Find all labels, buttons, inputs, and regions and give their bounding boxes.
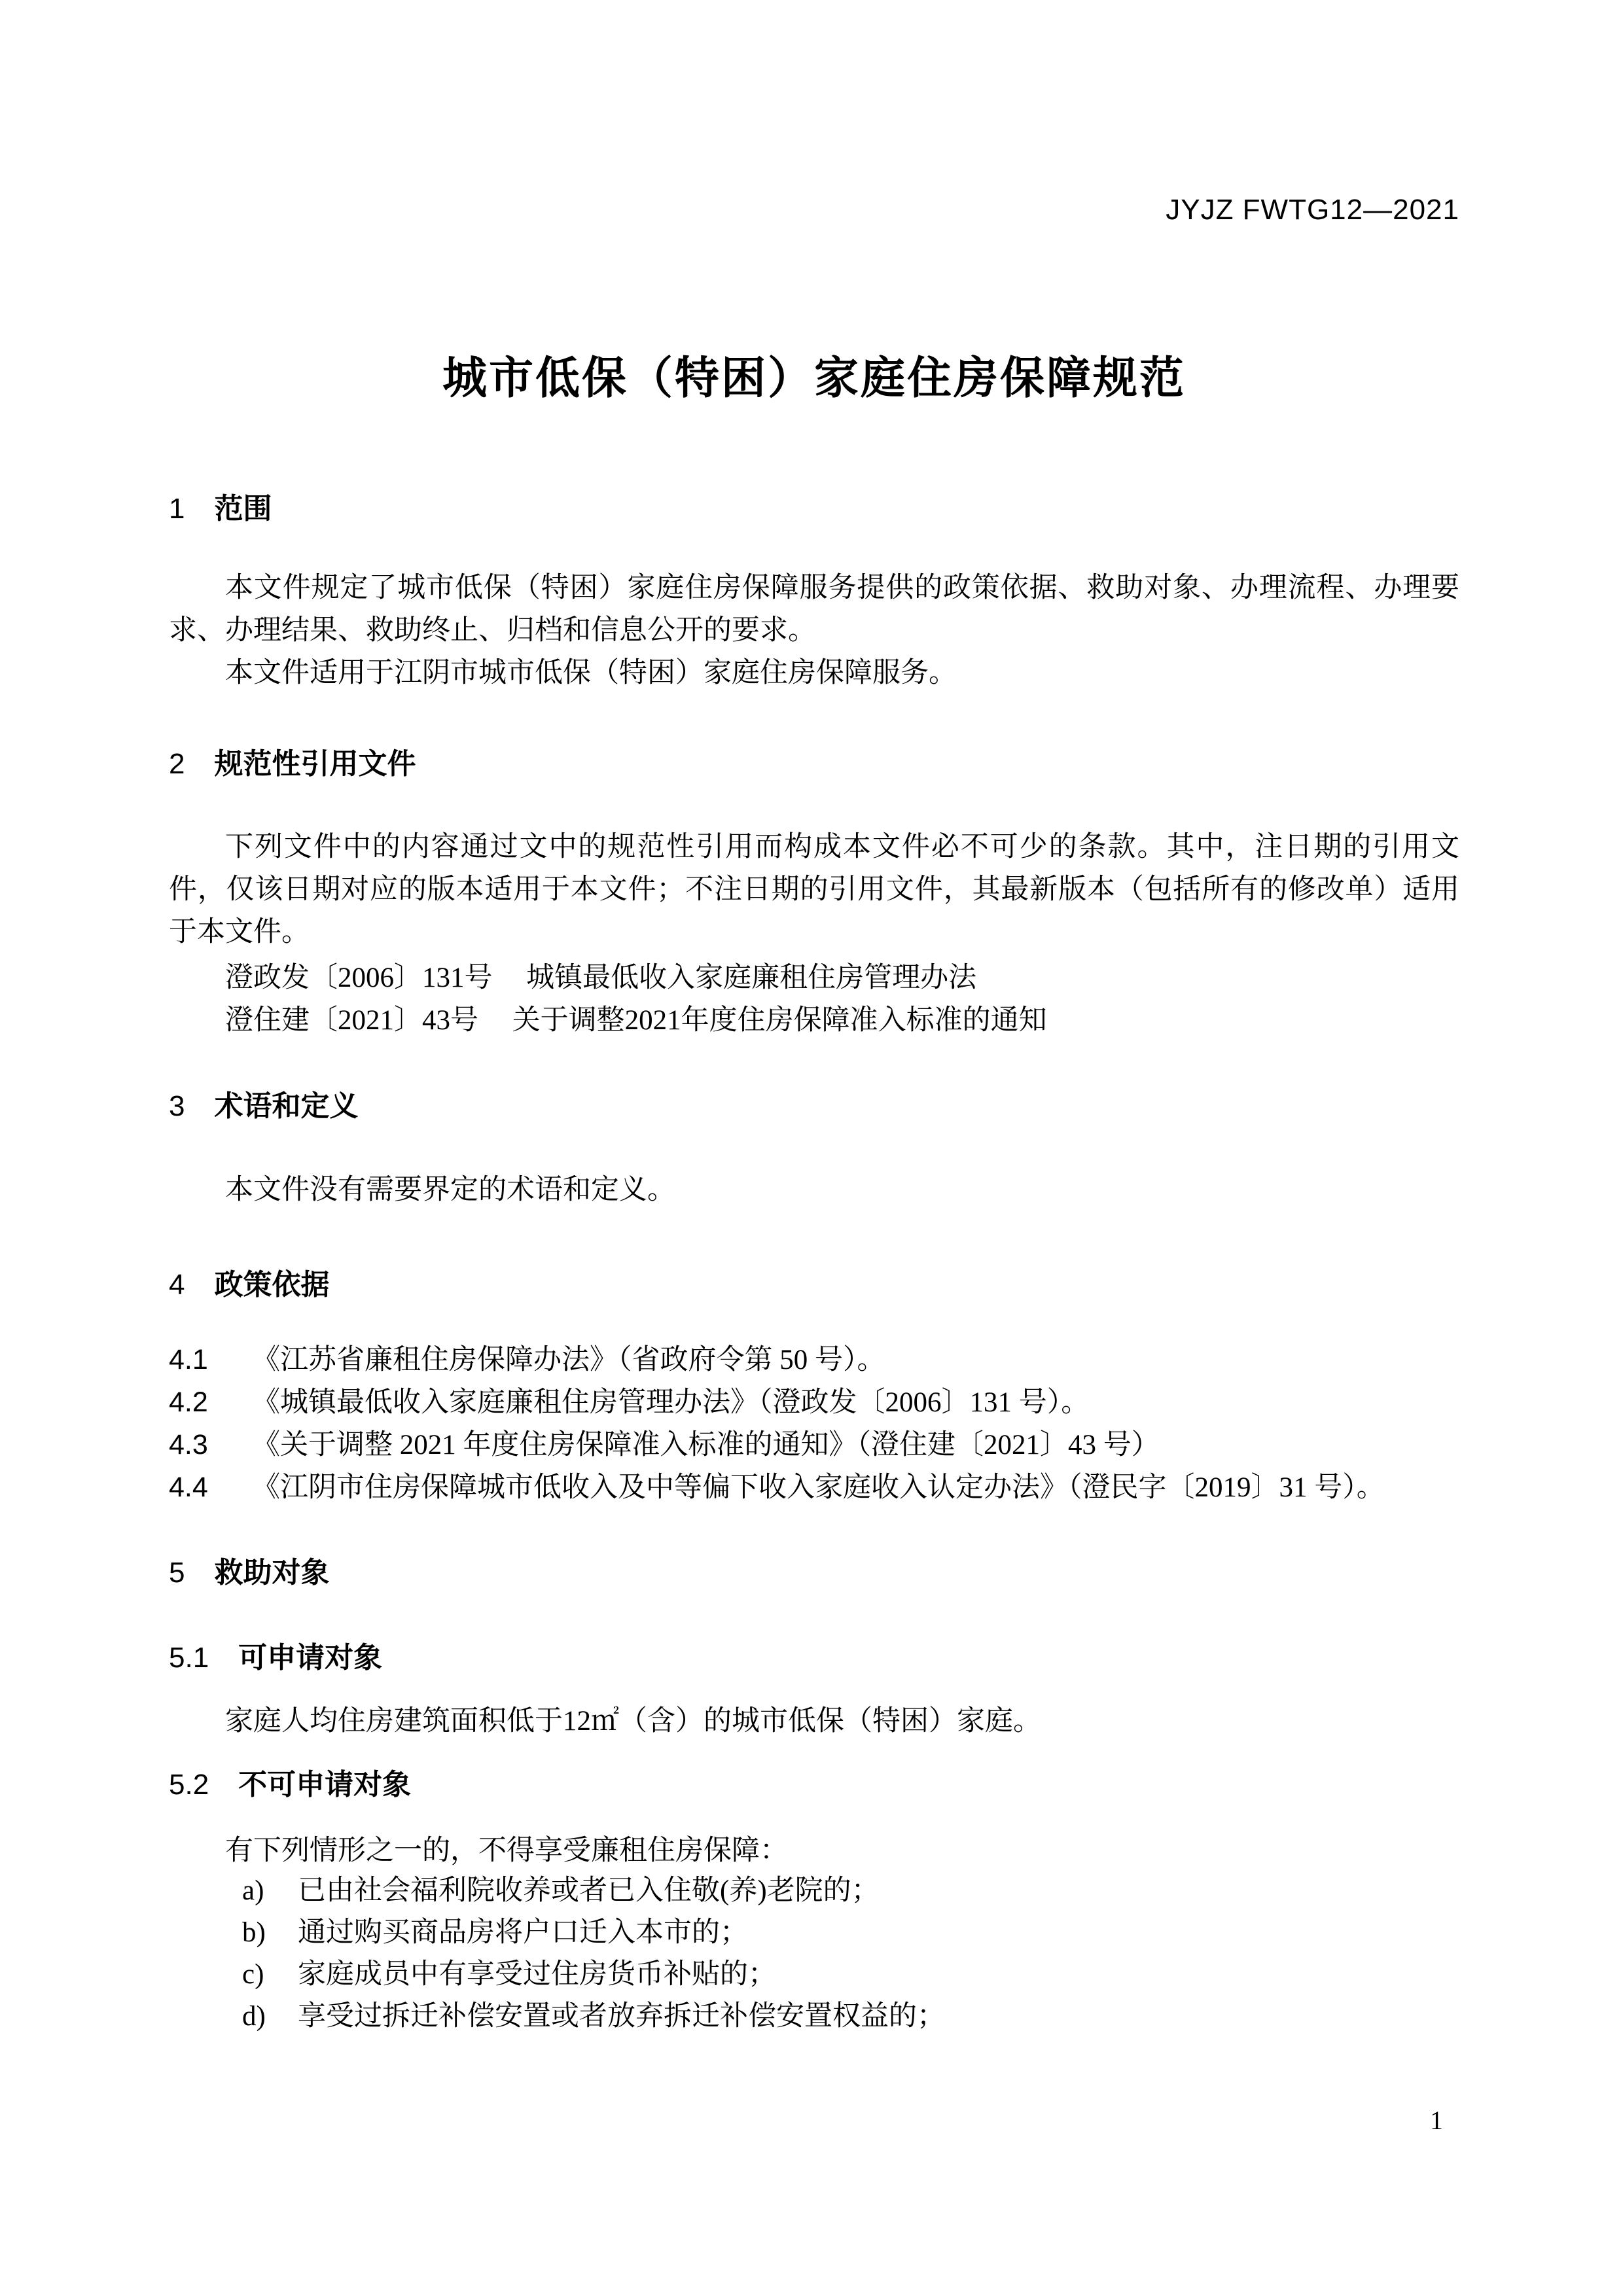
list-marker: d) [242, 2001, 266, 2032]
section-4-heading [169, 1268, 1459, 1302]
paragraph: 本文件规定了城市低保（特困）家庭住房保障服务提供的政策依据、救助对象、办理流程、办理要求、办理结果、救助终止、归档和信息公开的要求。 [169, 573, 1459, 646]
list-text: 通过购买商品房将户口迁入本市的； [298, 1917, 748, 1948]
section-4-clauses [169, 1339, 1459, 1509]
page-title: 城市低保（特困）家庭住房保障规范 [442, 353, 1186, 403]
section-3-heading [169, 1089, 1459, 1123]
clause-number: 4.3 [169, 1429, 208, 1460]
section-1-title: 范围 [214, 493, 272, 525]
list-text: 已由社会福利院收养或者已入住敬(养)老院的； [298, 1875, 880, 1906]
list-marker: a) [242, 1875, 264, 1906]
section-5-2-heading [169, 1768, 1459, 1802]
section-2-heading [169, 747, 1459, 781]
list-item [242, 1912, 1533, 1954]
clause-item [169, 1381, 1459, 1424]
section-5-number: 5 [169, 1557, 185, 1589]
section-3-number: 3 [169, 1090, 185, 1122]
list-item [242, 1996, 1533, 2038]
section-5-2-list [169, 1870, 1533, 2038]
section-2-number: 2 [169, 748, 185, 780]
section-5-2-number: 5.2 [169, 1769, 209, 1801]
clause-text: 《江苏省廉租住房保障办法》（省政府令第 50 号）。 [252, 1345, 885, 1375]
page-number: 1 [1430, 2106, 1443, 2135]
reference-item [169, 957, 1459, 999]
reference-title: 城镇最低收入家庭廉租住房管理办法 [526, 963, 977, 993]
section-5-1-body [169, 1700, 1459, 1742]
paragraph: 本文件没有需要界定的术语和定义。 [225, 1174, 675, 1205]
section-5-1-heading [169, 1641, 1459, 1675]
clause-item [169, 1339, 1459, 1381]
section-5-1-number: 5.1 [169, 1642, 209, 1674]
list-text: 享受过拆迁补偿安置或者放弃拆迁补偿安置权益的； [298, 2001, 945, 2032]
clause-text: 《城镇最低收入家庭廉租住房管理办法》（澄政发〔2006〕131 号）。 [252, 1387, 1090, 1418]
clause-text: 《江阴市住房保障城市低收入及中等偏下收入家庭收入认定办法》（澄民字〔2019〕31 号）。 [252, 1472, 1385, 1503]
section-5-1-title: 可申请对象 [238, 1642, 383, 1674]
clause-item [169, 1466, 1459, 1509]
section-5-heading [169, 1556, 1459, 1590]
paragraph: 有下列情形之一的，不得享受廉租住房保障： [225, 1835, 788, 1866]
section-3-body [169, 1169, 1459, 1211]
paragraph: 本文件适用于江阴市城市低保（特困）家庭住房保障服务。 [225, 658, 957, 688]
list-item [242, 1954, 1533, 1996]
clause-text: 《关于调整 2021 年度住房保障准入标准的通知》（澄住建〔2021〕43 号） [252, 1430, 1160, 1460]
list-marker: b) [242, 1917, 266, 1948]
clause-number: 4.1 [169, 1344, 208, 1375]
section-2-title: 规范性引用文件 [214, 748, 416, 780]
list-text: 家庭成员中有享受过住房货币补贴的； [298, 1959, 776, 1990]
paragraph: 家庭人均住房建筑面积低于12㎡（含）的城市低保（特困）家庭。 [225, 1706, 1041, 1737]
section-5-2-title: 不可申请对象 [238, 1769, 412, 1801]
section-1-body [169, 567, 1459, 694]
reference-item [169, 999, 1459, 1042]
list-marker: c) [242, 1959, 264, 1990]
clause-number: 4.4 [169, 1472, 208, 1503]
section-1-heading [169, 492, 1459, 526]
list-item [242, 1870, 1533, 1912]
section-5-title: 救助对象 [214, 1557, 330, 1589]
section-1-number: 1 [169, 493, 185, 525]
clause-item [169, 1424, 1459, 1466]
reference-title: 关于调整2021年度住房保障准入标准的通知 [512, 1005, 1047, 1036]
normative-references [169, 957, 1459, 1042]
reference-code: 澄住建〔2021〕43号 [225, 1005, 478, 1036]
paragraph: 下列文件中的内容通过文中的规范性引用而构成本文件必不可少的条款。其中，注日期的引用文件，仅该日期对应的版本适用于本文件；不注日期的引用文件，其最新版本（包括所有的修改单）适用于本文件。 [169, 832, 1459, 947]
clause-number: 4.2 [169, 1386, 208, 1418]
section-3-title: 术语和定义 [214, 1090, 359, 1122]
section-4-number: 4 [169, 1269, 185, 1301]
reference-code: 澄政发〔2006〕131号 [225, 963, 493, 993]
doc-code: JYJZ FWTG12—2021 [1166, 194, 1459, 226]
section-4-title: 政策依据 [214, 1269, 330, 1301]
section-5-2-body [169, 1829, 1459, 1872]
section-2-body [169, 826, 1459, 953]
